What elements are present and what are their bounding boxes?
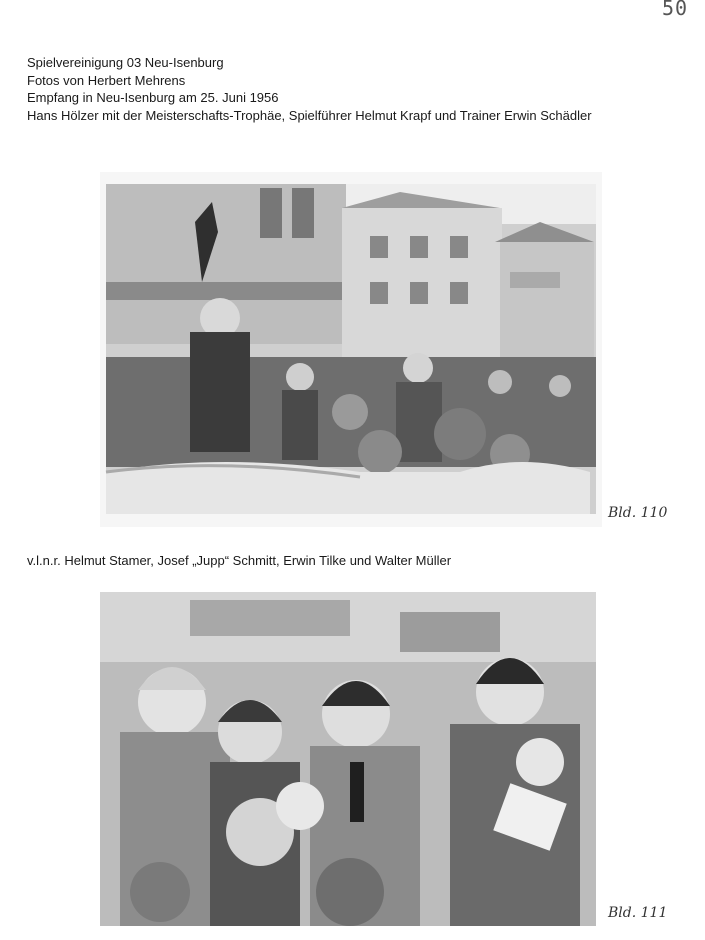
document-header — [27, 54, 592, 124]
photo-credit: Fotos von Herbert Mehrens — [27, 72, 186, 88]
photo2-number-label: Bld. 111 — [608, 905, 668, 921]
photo-four-players-image — [100, 592, 596, 926]
event-title: Empfang in Neu-Isenburg am 25. Juni 1956 — [27, 90, 279, 105]
photo2-caption: v.l.n.r. Helmut Stamer, Josef „Jupp“ Schmitt, Erwin Tilke und Walter Müller — [27, 553, 452, 568]
photo-reception-trophy — [100, 172, 602, 527]
photo1-number-label: Bld. 110 — [608, 505, 668, 521]
page-number: 50 — [662, 0, 689, 20]
photo1-caption: Hans Hölzer mit der Meisterschafts-Trophäe, Spielführer Helmut Krapf und Trainer Erwin Schädler — [27, 107, 592, 123]
photo-reception-trophy-image — [100, 172, 602, 527]
club-name: Spielvereinigung 03 Neu-Isenburg — [27, 55, 224, 70]
photo-four-players — [100, 592, 596, 926]
